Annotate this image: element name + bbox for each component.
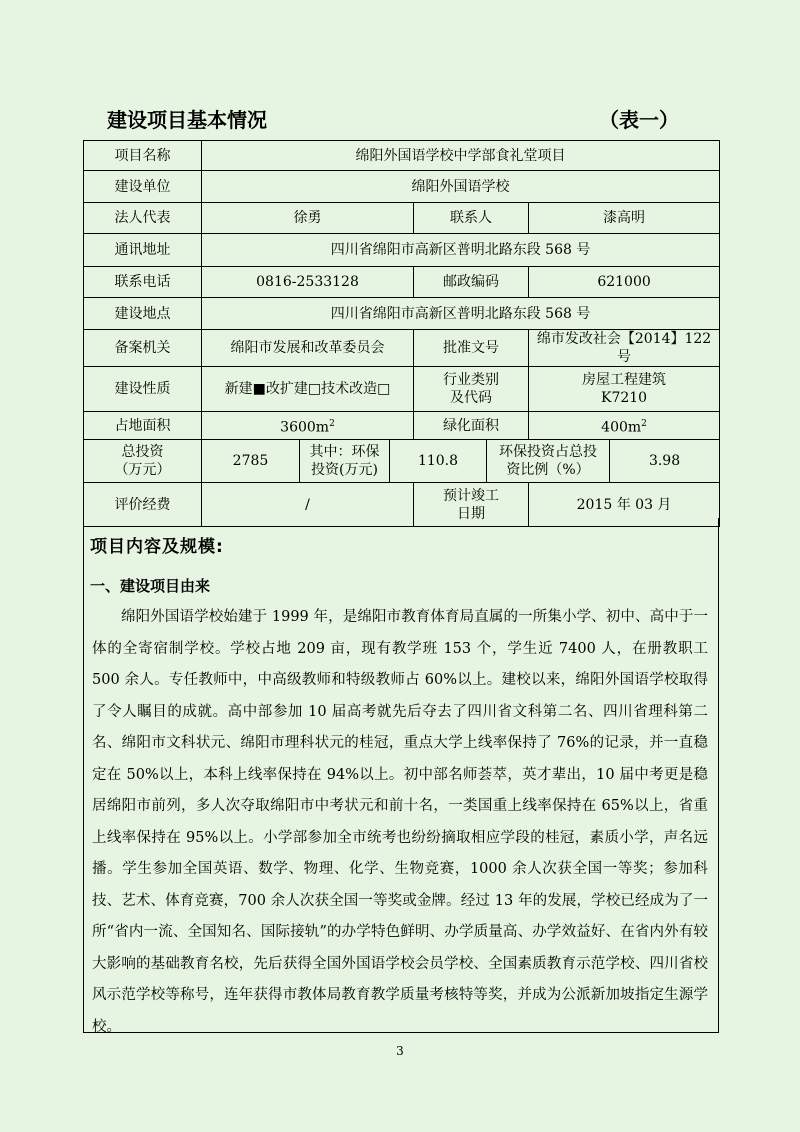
phone-label: 联系电话: [84, 267, 202, 298]
table-row: [84, 298, 720, 330]
table-row: [84, 367, 720, 412]
legal-rep-label: 法人代表: [84, 203, 202, 234]
industry-value-line1: 房屋工程建筑: [582, 372, 667, 388]
postcode-value: 621000: [529, 267, 720, 298]
table-row: [84, 412, 720, 440]
table-row: [84, 440, 720, 483]
total-investment-label-line1: 总投资: [121, 444, 164, 460]
project-info-table: [83, 140, 720, 527]
table-row: [84, 267, 720, 298]
land-area-label: 占地面积: [84, 412, 202, 440]
phone-value: 0816-2533128: [202, 267, 414, 298]
env-ratio-label-line1: 环保投资占总投: [499, 444, 597, 460]
table-row: [84, 234, 720, 267]
address-value: 四川省绵阳市高新区普明北路东段 568 号: [202, 234, 720, 267]
env-ratio-value: 3.98: [610, 440, 720, 483]
green-area-label: 绿化面积: [414, 412, 529, 440]
eval-fee-value: /: [202, 483, 414, 527]
builder-value: 绵阳外国语学校: [202, 171, 720, 203]
contact-label: 联系人: [414, 203, 529, 234]
content-paragraph: 绵阳外国语学校始建于 1999 年，是绵阳市教育体育局直属的一所集小学、初中、高中于一体的全寄宿制学校。学校占地 209 亩，现有教学班 153 个，学生近 7400 人，在册教职工 500 余人。专任教师中，中高级教师和特级教师占 60%以上。建校以来，绵阳外国语学校取得了令人瞩目的成就。高中部参加 10 届高考就先后夺去了四川省文科第二名、四川省理科第二名、绵阳市文科状元、绵阳市理科状元的桂冠，重点大学上线率保持了 76%的记录，并一直稳定在 50%以上，本科上线率保持在 94%以上。初中部名师荟萃，英才辈出，10 届中考更是稳居绵阳市前列，多人次夺取绵阳市中考状元和前十名，一类国重上线率保持在 65%以上，省重上线率保持在 95%以上。小学部参加全市统考也纷纷摘取相应学段的桂冠，素质小学，声名远播。学生参加全国英语、数学、物理、化学、生物竞赛，1000 余人次获全国一等奖；参加科技、艺术、体育竞赛，700 余人次获全国一等奖或金牌。经过 13 年的发展，学校已经成为了一所“省内一流、全国知名、国际接轨”的办学特色鲜明、办学质量高、办学效益好、在省内外有较大影响的基础教育名校，先后获得全国外国语学校会员学校、全国素质教育示范学校、四川省校风示范学校等称号，连年获得市教体局教育教学质量考核特等奖，并成为公派新加坡指定生源学校。: [92, 609, 708, 1035]
completion-value: 2015 年 03 月: [529, 483, 720, 527]
postcode-label: 邮政编码: [414, 267, 529, 298]
land-area-unit-sup: 2: [329, 418, 335, 429]
industry-label-line1: 行业类别: [443, 372, 499, 388]
approval-no-label: 批准文号: [414, 330, 529, 367]
table-row: [84, 171, 720, 203]
env-investment-value: 110.8: [390, 440, 487, 483]
table-number: （表一）: [599, 108, 679, 132]
site-value: 四川省绵阳市高新区普明北路东段 568 号: [202, 298, 720, 330]
page-title: 建设项目基本情况: [107, 108, 267, 132]
env-ratio-label-line2: 资比例（%）: [506, 462, 590, 478]
approval-no-value: 绵市发改社会【2014】122 号: [529, 330, 720, 367]
env-investment-label: [300, 440, 390, 483]
land-area-cell: [202, 412, 414, 440]
industry-label: [414, 367, 529, 412]
industry-value-line2: K7210: [600, 390, 648, 406]
page-number: 3: [396, 1044, 404, 1058]
contact-value: 漆高明: [529, 203, 720, 234]
total-investment-value: 2785: [202, 440, 300, 483]
green-area-value: 400m: [601, 419, 642, 436]
filing-agency-label: 备案机关: [84, 330, 202, 367]
table-row: [84, 203, 720, 234]
table-row: [84, 330, 720, 367]
section-title: 一、建设项目由来: [90, 577, 211, 595]
env-investment-label-line1: 其中：环保: [309, 444, 380, 460]
industry-value: [529, 367, 720, 412]
project-name-value: 绵阳外国语学校中学部食礼堂项目: [202, 141, 720, 171]
nature-label: 建设性质: [84, 367, 202, 412]
legal-rep-value: 徐勇: [202, 203, 414, 234]
completion-label-line2: 日期: [457, 505, 485, 522]
total-investment-label-line2: （万元）: [114, 462, 171, 478]
completion-label-line1: 预计竣工: [443, 487, 499, 504]
env-ratio-label: [487, 440, 610, 483]
green-area-unit-sup: 2: [641, 418, 647, 429]
address-label: 通讯地址: [84, 234, 202, 267]
land-area-value: 3600m: [280, 419, 330, 436]
content-heading: 项目内容及规模:: [90, 537, 224, 557]
site-label: 建设地点: [84, 298, 202, 330]
eval-fee-label: 评价经费: [84, 483, 202, 527]
green-area-cell: [529, 412, 720, 440]
industry-label-line2: 及代码: [450, 390, 492, 406]
builder-label: 建设单位: [84, 171, 202, 203]
filing-agency-value: 绵阳市发展和改革委员会: [202, 330, 414, 367]
env-investment-label-line2: 投资(万元): [311, 462, 378, 478]
header: [107, 104, 679, 132]
project-name-label: 项目名称: [84, 141, 202, 171]
project-content-section: [83, 518, 719, 1033]
nature-value: 新建■改扩建□技术改造□: [202, 367, 414, 412]
table-row: [84, 141, 720, 171]
total-investment-label: [84, 440, 202, 483]
